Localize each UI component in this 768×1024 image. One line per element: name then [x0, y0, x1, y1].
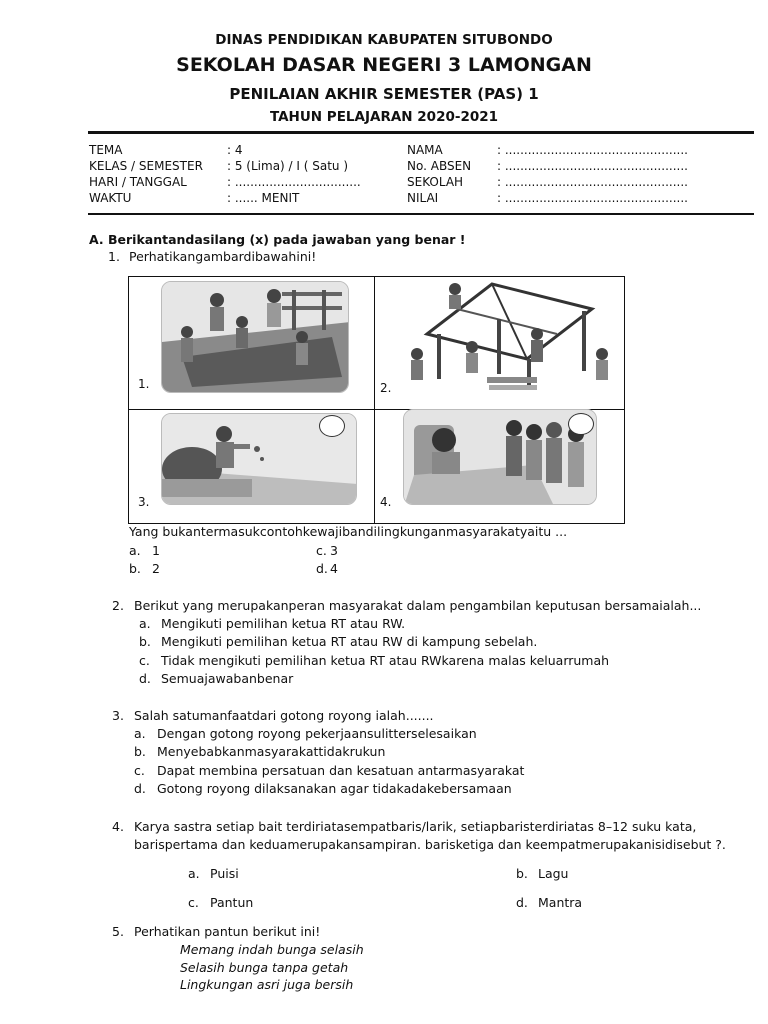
info-label-nilai: NILAI	[407, 191, 439, 205]
q2-option-c-text: Tidak mengikuti pemilihan ketua RT atau RWkarena malas keluarrumah	[161, 653, 610, 668]
info-label-absen: No. ABSEN	[407, 159, 472, 173]
speech-bubble-icon-2	[568, 413, 594, 435]
q1-image-grid	[128, 276, 625, 524]
image-label-3: 3.	[138, 495, 150, 509]
q1-text: Perhatikangambardibawahini!	[129, 249, 317, 264]
info-label-waktu: WAKTU	[89, 191, 132, 205]
q1-option-c-letter: c.	[316, 543, 327, 558]
info-value-sekolah: : ................................................	[497, 175, 688, 189]
q5-text: Perhatikan pantun berikut ini!	[134, 924, 321, 939]
q4-option-b-letter: b.	[516, 866, 528, 881]
q3-option-a-letter: a.	[134, 726, 146, 741]
image-community-work	[161, 281, 349, 393]
q5-poem-line-1: Memang indah bunga selasih	[180, 942, 364, 957]
image-label-2: 2.	[380, 381, 392, 395]
q2-number: 2.	[112, 598, 124, 613]
q3-number: 3.	[112, 708, 124, 723]
q1-question: Yang bukantermasukcontohkewajibandilingkunganmasyarakatyaitu ...	[129, 524, 568, 539]
q1-option-d-letter: d.	[316, 561, 328, 576]
header-rule-top	[88, 131, 754, 134]
q4-number: 4.	[112, 819, 124, 834]
q4-option-a-text: Puisi	[210, 866, 239, 881]
q4-line1: Karya sastra setiap bait terdiriatasempatbaris/larik, setiapbaristerdiriatas 8–12 suku kata,	[134, 819, 697, 834]
q4-option-c-text: Pantun	[210, 895, 254, 910]
q3-option-d-text: Gotong royong dilaksanakan agar tidakadakebersamaan	[157, 781, 512, 796]
grid-divider-vertical	[374, 277, 375, 523]
q2-option-a-text: Mengikuti pemilihan ketua RT atau RW.	[161, 616, 406, 631]
q4-line2: barispertama dan keduamerupakansampiran. barisketiga dan keempatmerupakanisidisebut ?.	[134, 837, 726, 852]
info-label-nama: NAMA	[407, 143, 443, 157]
q1-option-c-text: 3	[330, 543, 338, 558]
q3-option-c-letter: c.	[134, 763, 145, 778]
image-label-4: 4.	[380, 495, 392, 509]
q3-text: Salah satumanfaatdari gotong royong ialah.......	[134, 708, 434, 723]
q1-option-b-letter: b.	[129, 561, 141, 576]
q3-option-a-text: Dengan gotong royong pekerjaansulitterselesaikan	[157, 726, 477, 741]
q1-option-a-text: 1	[152, 543, 160, 558]
q5-poem-line-3: Lingkungan asri juga bersih	[180, 977, 354, 992]
info-value-absen: : ................................................	[497, 159, 688, 173]
info-value-waktu: : ...... MENIT	[227, 191, 300, 205]
image-label-1: 1.	[138, 377, 150, 391]
section-a-title: A. Berikantandasilang (x) pada jawaban yang benar !	[89, 232, 466, 247]
q1-option-a-letter: a.	[129, 543, 141, 558]
q2-option-d-letter: d.	[139, 671, 151, 686]
q1-number: 1.	[108, 249, 120, 264]
q5-poem-line-2: Selasih bunga tanpa getah	[180, 960, 349, 975]
year-title: TAHUN PELAJARAN 2020-2021	[269, 109, 499, 125]
info-value-tema: : 4	[227, 143, 243, 157]
school-title: SEKOLAH DASAR NEGERI 3 LAMONGAN	[176, 54, 592, 76]
q5-number: 5.	[112, 924, 124, 939]
q4-option-b-text: Lagu	[538, 866, 569, 881]
info-label-tema: TEMA	[89, 143, 123, 157]
q2-text: Berikut yang merupakanperan masyarakat dalam pengambilan keputusan bersamaialah...	[134, 598, 702, 613]
header-rule-bottom	[88, 213, 754, 215]
info-value-kelas: : 5 (Lima) / I ( Satu )	[227, 159, 349, 173]
info-label-sekolah: SEKOLAH	[407, 175, 464, 189]
q3-option-b-letter: b.	[134, 744, 146, 759]
q3-option-d-letter: d.	[134, 781, 146, 796]
q2-option-b-text: Mengikuti pemilihan ketua RT atau RW di kampung sebelah.	[161, 634, 538, 649]
info-value-hari: : .................................	[227, 175, 361, 189]
info-label-kelas: KELAS / SEMESTER	[89, 159, 203, 173]
q3-option-b-text: Menyebabkanmasyarakattidakrukun	[157, 744, 386, 759]
q4-option-c-letter: c.	[188, 895, 199, 910]
agency-title: DINAS PENDIDIKAN KABUPATEN SITUBONDO	[215, 32, 553, 48]
info-value-nama: : ................................................	[497, 143, 688, 157]
image-house-building	[397, 279, 617, 397]
q2-option-b-letter: b.	[139, 634, 151, 649]
info-value-nilai: : ................................................	[497, 191, 688, 205]
q3-option-c-text: Dapat membina persatuan dan kesatuan antarmasyarakat	[157, 763, 525, 778]
q1-option-d-text: 4	[330, 561, 338, 576]
q4-option-a-letter: a.	[188, 866, 200, 881]
q2-option-a-letter: a.	[139, 616, 151, 631]
q4-option-d-letter: d.	[516, 895, 528, 910]
q1-option-b-text: 2	[152, 561, 160, 576]
info-label-hari: HARI / TANGGAL	[89, 175, 187, 189]
q2-option-c-letter: c.	[139, 653, 150, 668]
exam-title: PENILAIAN AKHIR SEMESTER (PAS) 1	[229, 85, 539, 103]
speech-bubble-icon	[319, 415, 345, 437]
q2-option-d-text: Semuajawabanbenar	[161, 671, 294, 686]
q4-option-d-text: Mantra	[538, 895, 583, 910]
